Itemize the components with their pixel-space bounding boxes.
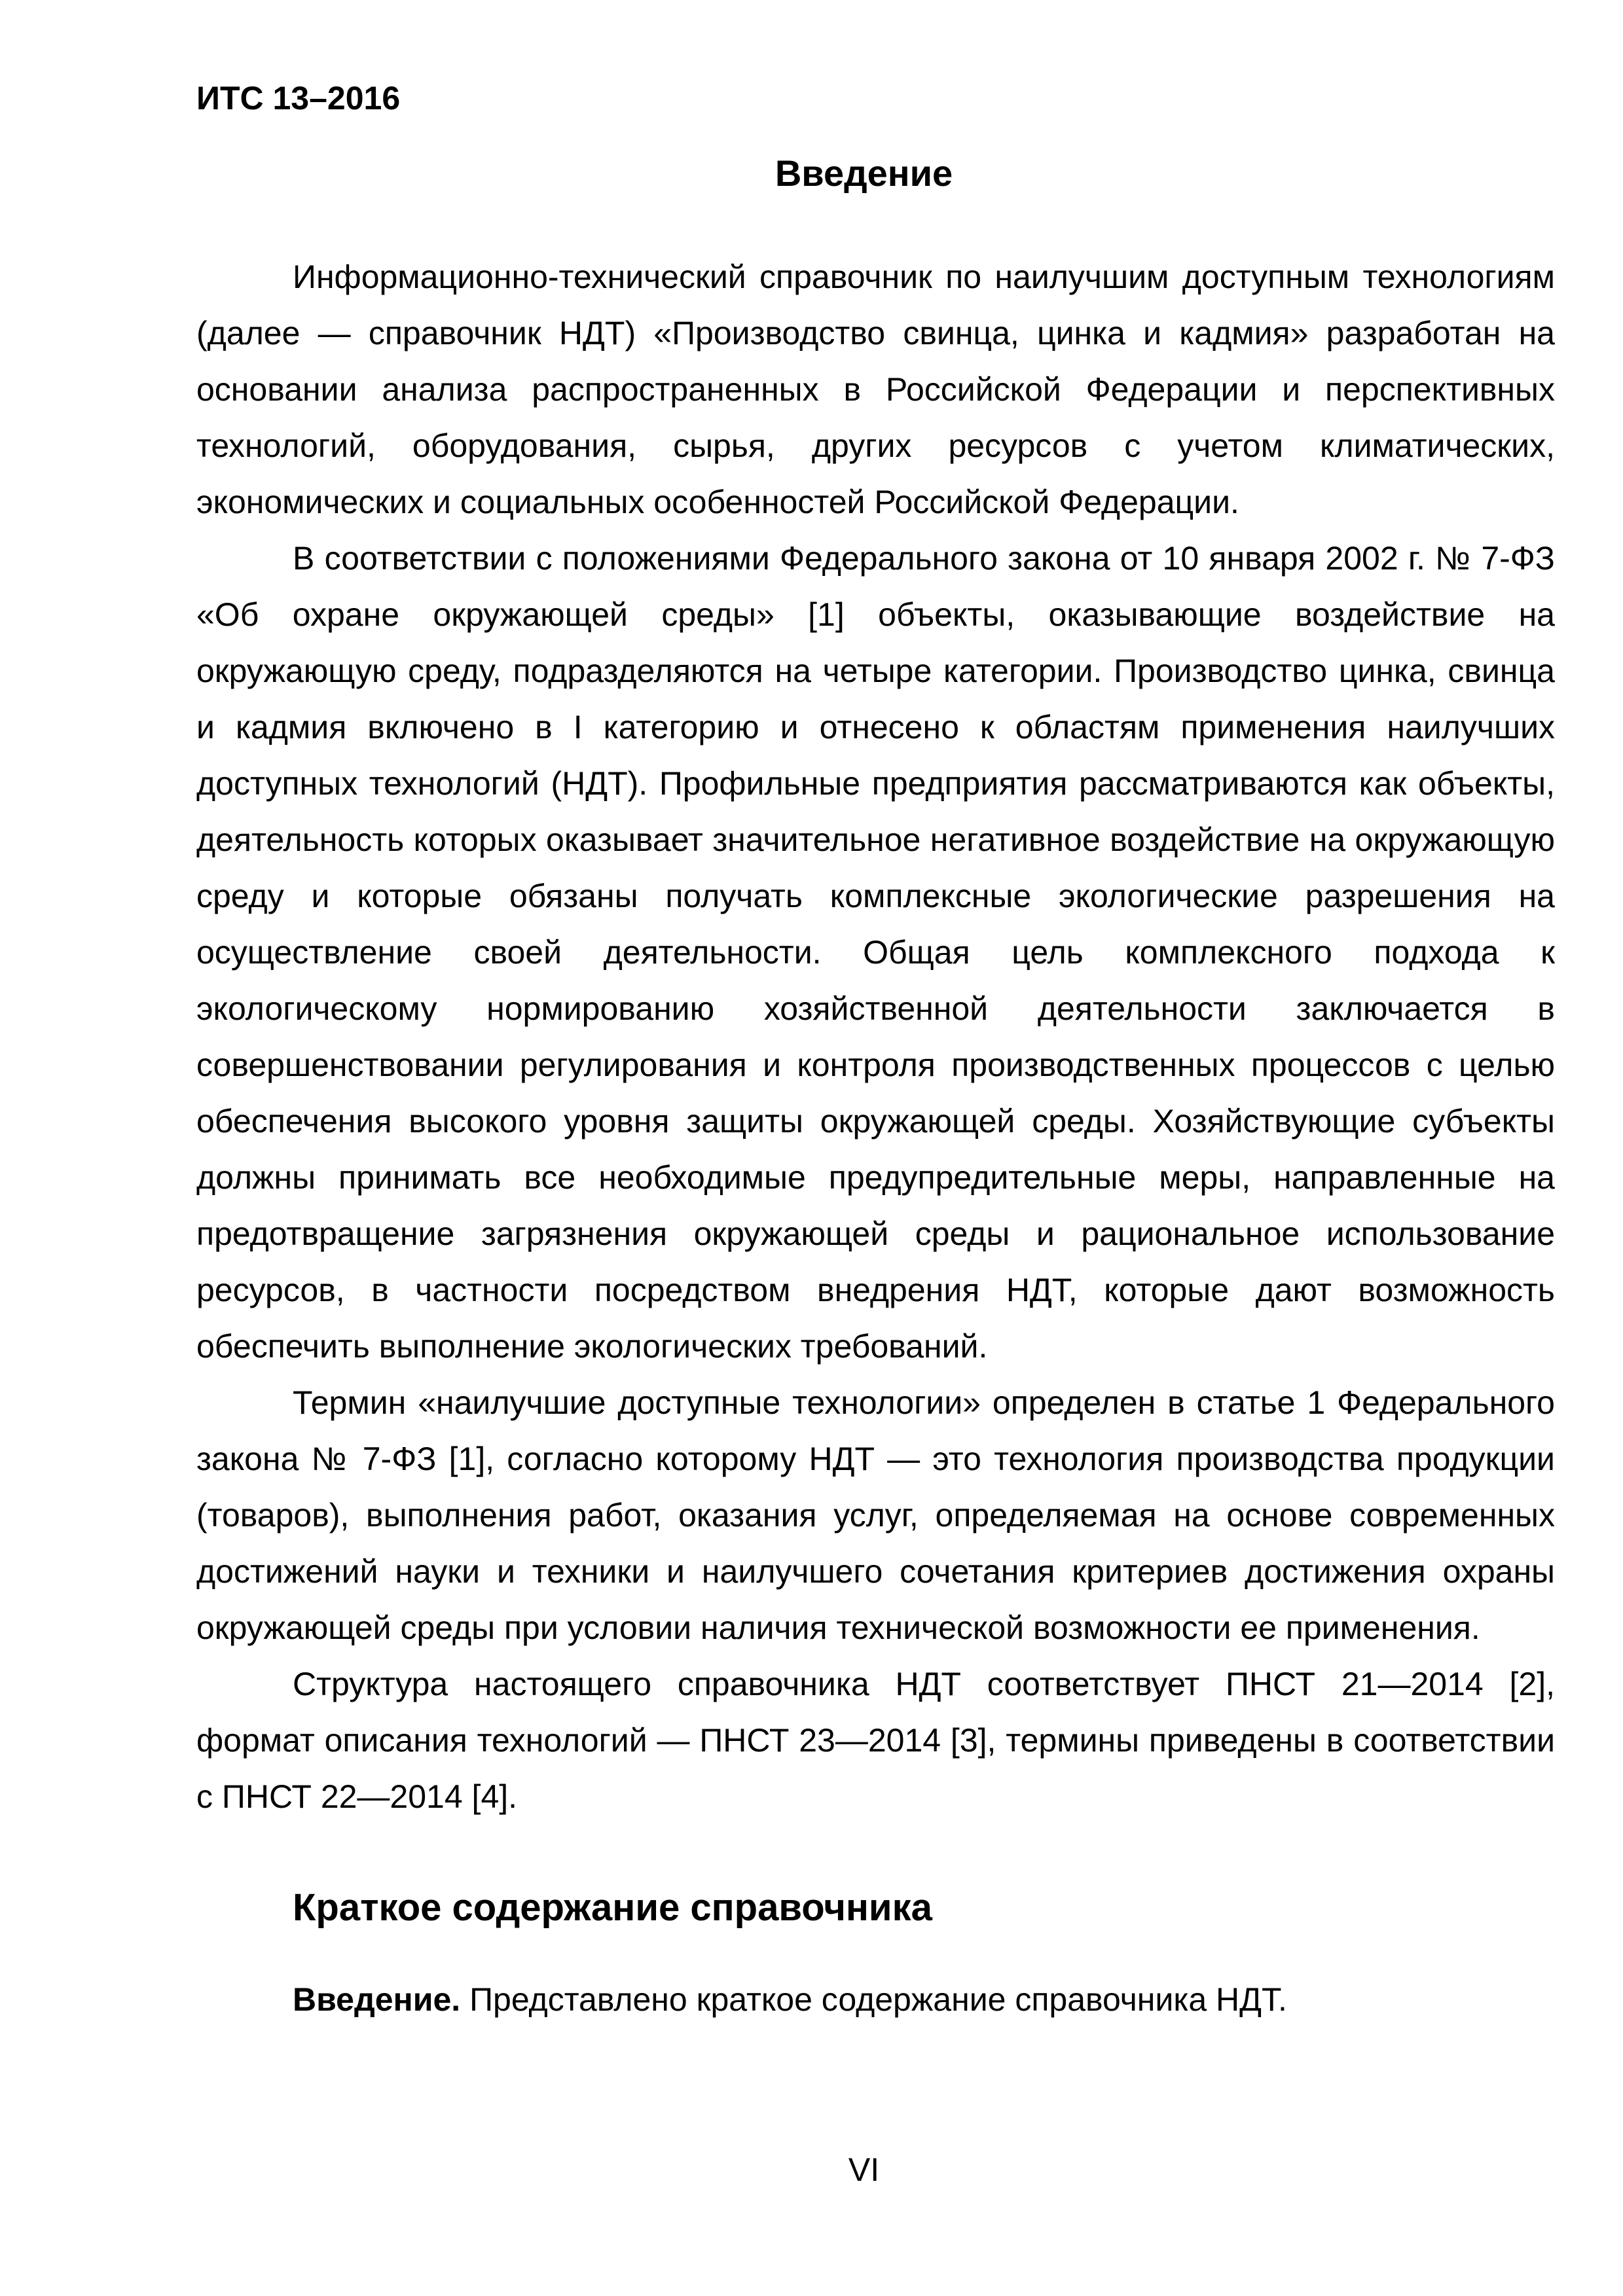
summary-entry-text: Представлено краткое содержание справочника НДТ. xyxy=(460,1981,1287,2018)
paragraph-2: В соответствии с положениями Федерального закона от 10 января 2002 г. № 7-ФЗ «Об охране окружающей среды» [1] объекты, оказывающие воздействие на окружающую среду, подразделяются на четыре категории. Производство цинка, свинца и кадмия включено в I категорию и отнесено к областям применения наилучших доступных технологий (НДТ). Профильные предприятия рассматриваются как объекты, деятельность которых оказывает значительное негативное воздействие на окружающую среду и которые обязаны получать комплексные экологические разрешения на осуществление своей деятельности. Общая цель комплексного подхода к экологическому нормированию хозяйственной деятельности заключается в совершенствовании регулирования и контроля производственных процессов с целью обеспечения высокого уровня защиты окружающей среды. Хозяйствующие субъекты должны принимать все необходимые предупредительные меры, направленные на предотвращение загрязнения окружающей среды и рациональное использование ресурсов, в частности посредством внедрения НДТ, которые дают возможность обеспечить выполнение экологических требований. xyxy=(196,540,1555,1365)
summary-heading: Краткое содержание справочника xyxy=(293,1886,932,1929)
summary-entry xyxy=(293,1977,1287,2022)
paragraph-3: Термин «наилучшие доступные технологии» определен в статье 1 Федерального закона № 7-ФЗ [1], согласно которому НДТ — это технология производства продукции (товаров), выполнения работ, оказания услуг, определяемая на основе современных достижений науки и техники и наилучшего сочетания критериев достижения охраны окружающей среды при условии наличия технической возможности ее применения. xyxy=(196,1384,1555,1646)
summary-entry-label: Введение. xyxy=(293,1981,461,2018)
body-text xyxy=(196,249,1555,1825)
paragraph-4: Структура настоящего справочника НДТ соответствует ПНСТ 21—2014 [2], формат описания технологий — ПНСТ 23—2014 [3], термины приведены в соответствии с ПНСТ 22—2014 [4]. xyxy=(196,1666,1555,1815)
document-code: ИТС 13–2016 xyxy=(196,80,401,117)
paragraph-1: Информационно-технический справочник по наилучшим доступным технологиям (далее — справочник НДТ) «Производство свинца, цинка и кадмия» разработан на основании анализа распространенных в Российской Федерации и перспективных технологий, оборудования, сырья, других ресурсов с учетом климатических, экономических и социальных особенностей Российской Федерации. xyxy=(196,259,1555,520)
section-title: Введение xyxy=(775,152,953,194)
page-number: VI xyxy=(848,2151,880,2188)
